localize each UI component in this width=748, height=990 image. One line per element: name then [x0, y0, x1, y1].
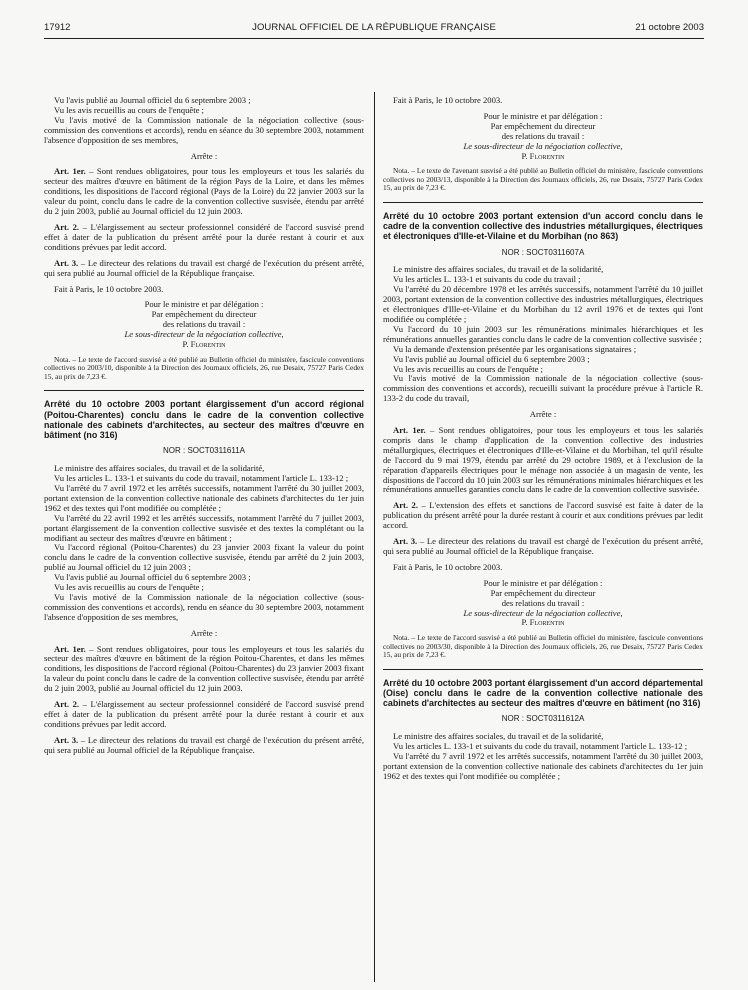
arrete-label: Arrête :: [190, 627, 218, 638]
arrete-label: Arrête :: [529, 409, 557, 420]
decree-heading: Arrêté du 10 octobre 2003 portant extension d'un accord conclu dans le cadre de la convention collective des industries métallurgiques, électriques et électroniques d'Ille-et-Vilaine et du Morbihan (no 863): [383, 210, 703, 242]
article-paragraph: Art. 2. – L'élargissement au secteur professionnel considéré de l'accord susvisé prend effet à dater de la publication du présent arrêté pour la durée restant à courir et aux conditions prévues par ledit accord.: [44, 699, 365, 729]
text-paragraph: Vu l'accord du 10 juin 2003 sur les rémunérations minimales hiérarchiques et les rémunérations annuelles garanties conclu dans le cadre de la convention collective susvisée ;: [383, 323, 703, 344]
nota-note: Nota. – Le texte de l'accord susvisé a été publié au Bulletin officiel du ministère, fascicule conventions collectives no 2003/30, disponible à la Direction des Journaux officiels, 26, rue Desaix, 75727 Paris Cedex 15, au prix de 7,23 €.: [383, 633, 703, 660]
text-paragraph: Vu les avis recueillis au cours de l'enquête ;: [54, 582, 204, 593]
left-column: [44, 96, 364, 756]
text-paragraph: Le ministre des affaires sociales, du travail et de la solidarité,: [393, 264, 604, 275]
fait-line: Fait à Paris, le 10 octobre 2003.: [54, 283, 164, 294]
article-paragraph: Art. 2. – L'élargissement au secteur professionnel considéré de l'accord susvisé prend effet à dater de la publication du présent arrêté pour la durée restant à courir et aux conditions prévues par ledit accord.: [44, 221, 365, 252]
journal-title: JOURNAL OFFICIEL DE LA RÉPUBLIQUE FRANÇAISE: [252, 22, 496, 33]
text-paragraph: Vu les articles L. 133-1 et suivants du code du travail, notamment l'article L. 133-12 ;: [54, 473, 349, 484]
fait-line: Fait à Paris, le 10 octobre 2003.: [393, 95, 503, 105]
text-paragraph: Vu l'avis motivé de la Commission nationale de la négociation collective (sous-commission des conventions et accords), recueilli suivant la procédure prévue à l'article R. 133-2 du code du travail,: [383, 373, 703, 404]
signature-block: Pour le ministre et par délégation : Par empêchement du directeur des relations du travail : Le sous-directeur de la négociation collective, P. Florentin: [124, 299, 284, 350]
fait-line: Fait à Paris, le 10 octobre 2003.: [393, 561, 503, 572]
right-column: [383, 96, 703, 782]
article-paragraph: Art. 1er. – Sont rendues obligatoires, pour tous les employeurs et tous les salariés du secteur des maîtres d'œuvre en bâtiment de la région Poitou-Charentes, et dans les mêmes conditions, les dispositions de l'accord régional (Poitou-Charentes) du 23 janvier 2003 fixant la valeur du point conclu dans le cadre de la convention collective susvisée, étendu par arrêté du 2 juin 2003, publié au Journal officiel du 12 juin 2003.: [44, 643, 364, 694]
text-paragraph: Vu l'arrêté du 22 avril 1992 et les arrêtés successifs, notamment l'arrêté du 7 juillet 2003, portant élargissement de la convention collective susvisée et des textes la complétant ou la modifiant au secteur des maîtres d'œuvre en bâtiment ;: [44, 512, 364, 543]
section-separator: [383, 202, 703, 203]
section-separator: [383, 669, 703, 670]
article-paragraph: Art. 1er. – Sont rendues obligatoires, pour tous les employeurs et tous les salariés compris dans le champ d'application de la convention collective des industries métallurgiques, électriques et électroniques d'Ille-et-Vilaine et du Morbihan, tel qu'il résulte de l'accord du 9 mai 1979, étendu par arrêté du 29 octobre 1989, et à l'exclusion de la réparation d'appareils électriques pour le ménage non associée à un magasin de vente, les dispositions de l'accord du 10 juin 2003 sur les rémunérations minimales hiérarchiques et les rémunérations annuelles garanties conclu dans le cadre de la convention collective susvisée.: [383, 425, 703, 495]
column-divider: [374, 92, 375, 982]
text-paragraph: Vu l'arrêté du 20 décembre 1978 et les arrêtés successifs, notamment l'arrêté du 10 juillet 2003, portant extension de la convention collective des industries métallurgiques, électriques et électroniques d'Ille-et-Vilaine et du Morbihan du 12 avril 1976 et de textes qui l'ont modifiée ou complétée ;: [383, 284, 703, 324]
article-paragraph: Art. 1er. – Sont rendues obligatoires, pour tous les employeurs et tous les salariés du secteur des maîtres d'œuvre en bâtiment de la région Pays de la Loire, et dans les mêmes conditions, les dispositions de l'accord régional (Pays de la Loire) du 22 janvier 2003 sur la valeur du point, conclu dans le cadre de la convention collective susvisée, étendu par arrêté du 2 juin 2003, publié au Journal officiel du 12 juin 2003.: [44, 166, 364, 217]
article-paragraph: Art. 3. – Le directeur des relations du travail est chargé de l'exécution du présent arrêté, qui sera publié au Journal officiel de la République française.: [383, 536, 703, 557]
text-paragraph: Vu l'avis publié au Journal officiel du 6 septembre 2003 ;: [54, 95, 251, 105]
nor-reference: NOR : SOCT0311611A: [163, 446, 245, 456]
article-paragraph: Art. 2. – L'extension des effets et sanctions de l'accord susvisé est faite à dater de la publication du présent arrêté pour la durée restant à courir et aux conditions prévues par ledit accord.: [383, 500, 704, 531]
text-paragraph: Vu les avis recueillis au cours de l'enquête ;: [54, 104, 204, 115]
nota-note: Nota. – Le texte de l'accord susvisé a été publié au Bulletin officiel du ministère, fascicule conventions collectives no 2003/10, disponible à la Direction des Journaux officiels, 26, rue Desaix, 75727 Paris Cedex 15, au prix de 7,23 €.: [44, 354, 364, 381]
header-rule: [44, 38, 704, 39]
text-paragraph: Vu l'avis motivé de la Commission nationale de la négociation collective (sous-commission des conventions et accords), rendu en séance du 30 septembre 2003, notamment l'absence d'opposition de ses membres,: [44, 591, 364, 622]
text-paragraph: Vu l'arrêté du 7 avril 1972 et les arrêtés successifs, notamment l'arrêté du 30 juillet 2003, portant extension de la convention collective nationale des cabinets d'architectes du 1er juin 1962 et des textes qui l'ont modifiée ou complétée ;: [383, 751, 703, 781]
text-paragraph: Vu l'arrêté du 7 avril 1972 et les arrêtés successifs, notamment l'arrêté du 30 juillet 2003, portant extension de la convention collective nationale des cabinets d'architectes du 1er juin 1962 et des textes qui l'ont modifiée ou complétée ;: [44, 482, 364, 513]
page-number: 17912: [44, 22, 71, 33]
text-paragraph: Vu les avis recueillis au cours de l'enquête ;: [393, 363, 543, 374]
nor-reference: NOR : SOCT0311612A: [501, 714, 585, 724]
nota-note: Nota. – Le texte de l'avenant susvisé a été publié au Bulletin officiel du ministère, fascicule conventions collectives no 2003/13, disponible à la Direction des Journaux officiels, 26, rue Desaix, 75727 Paris Cedex 15, au prix de 7,23 €.: [383, 166, 703, 193]
page-header: [44, 22, 704, 36]
section-separator: [44, 390, 364, 391]
text-paragraph: Vu l'avis publié au Journal officiel du 6 septembre 2003 ;: [54, 572, 251, 583]
nor-reference: NOR : SOCT0311607A: [501, 247, 585, 257]
article-paragraph: Art. 3. – Le directeur des relations du travail est chargé de l'exécution du présent arrêté, qui sera publié au Journal officiel de la République française.: [44, 257, 364, 278]
issue-date: 21 octobre 2003: [635, 22, 704, 33]
text-paragraph: Vu les articles L. 133-1 et suivants du code du travail ;: [393, 274, 581, 285]
text-paragraph: Vu l'avis motivé de la Commission nationale de la négociation collective (sous-commission des conventions et accords), rendu en séance du 30 septembre 2003, notamment l'absence d'opposition de ses membres,: [44, 114, 364, 145]
article-paragraph: Art. 3. – Le directeur des relations du travail est chargé de l'exécution du présent arrêté, qui sera publié au Journal officiel de la République française.: [44, 734, 364, 755]
text-paragraph: Vu l'avis publié au Journal officiel du 6 septembre 2003 ;: [393, 353, 590, 364]
text-paragraph: Vu l'accord régional (Poitou-Charentes) du 23 janvier 2003 fixant la valeur du point conclu dans le cadre de la convention collective susvisée, étendu par arrêté du 2 juin 2003, publié au Journal officiel du 12 juin 2003 ;: [44, 542, 364, 573]
signature-block: Pour le ministre et par délégation : Par empêchement du directeur des relations du travail : Le sous-directeur de la négociation collective, P. Florentin: [463, 110, 623, 161]
text-paragraph: Le ministre des affaires sociales, du travail et de la solidarité,: [393, 731, 604, 742]
text-paragraph: Vu la demande d'extension présentée par les organisations signataires ;: [393, 343, 637, 354]
text-paragraph: Le ministre des affaires sociales, du travail et de la solidarité,: [54, 463, 265, 474]
text-paragraph: Vu les articles L. 133-1 et suivants du code du travail, notamment l'article L. 133-12 ;: [393, 741, 688, 752]
signature-block: Pour le ministre et par délégation : Par empêchement du directeur des relations du travail : Le sous-directeur de la négociation collective, P. Florentin: [463, 577, 623, 628]
decree-heading: Arrêté du 10 octobre 2003 portant élargissement d'un accord départemental (Oise) conclu dans le cadre de la convention collective nationale des cabinets d'architectes au secteur des maîtres d'œuvre en bâtiment (no 316): [383, 677, 703, 709]
decree-heading: Arrêté du 10 octobre 2003 portant élargissement d'un accord régional (Poitou-Charentes) conclu dans le cadre de la convention collective nationale des cabinets d'architectes, au secteur des maîtres d'œuvre en bâtiment (no 316): [44, 399, 364, 441]
arrete-label: Arrête :: [190, 150, 218, 161]
